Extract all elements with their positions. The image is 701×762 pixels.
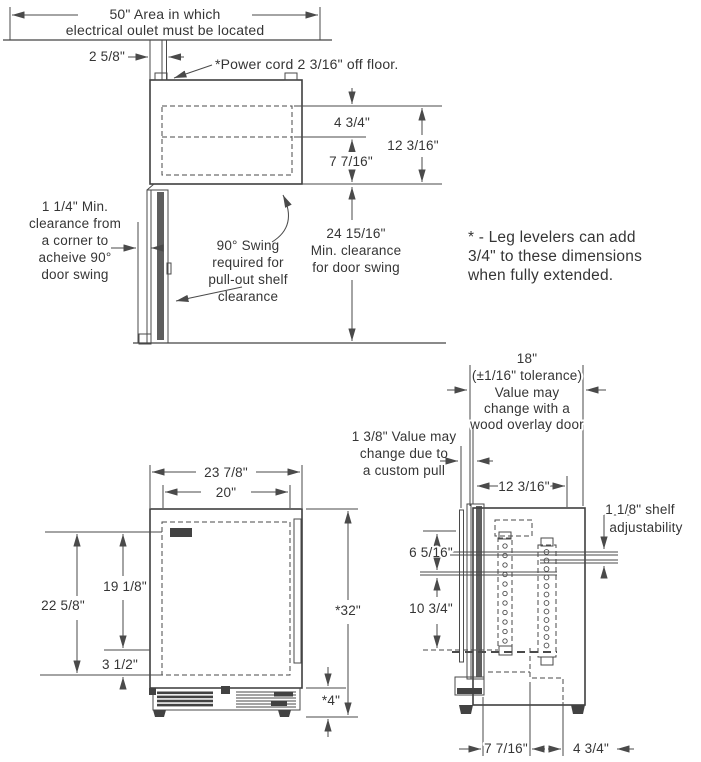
dim-side-door-depth: 12 3/16" xyxy=(498,479,550,494)
depth-note-line3: Value may xyxy=(494,385,560,400)
power-cord-note: *Power cord 2 3/16" off floor. xyxy=(215,56,399,72)
pull-note-line1: 1 3/8" Value may xyxy=(351,429,457,444)
cord-offset-label: 2 5/8" xyxy=(88,49,126,64)
dim-bottom-back: 4 3/4" xyxy=(572,741,610,756)
depth-note-line2: (±1/16" tolerance) xyxy=(471,368,583,383)
leg-levelers-note xyxy=(467,229,642,284)
dim-top-to-shelf: 6 5/16" xyxy=(409,545,453,560)
pull-note-line3: a custom pull xyxy=(362,463,446,478)
dim-height-bottom: 3 1/2" xyxy=(101,657,139,672)
brand-badge xyxy=(170,528,192,537)
dim-depth-total: 12 3/16" xyxy=(387,138,439,153)
side-view xyxy=(352,351,683,756)
door-clearance-line1: 24 15/16" xyxy=(326,226,386,241)
leg-note-line2: 3/4" to these dimensions xyxy=(468,248,643,265)
front-view xyxy=(40,465,361,737)
dim-bottom-front: 7 7/16" xyxy=(484,741,528,756)
front-kickplate xyxy=(149,686,300,717)
plan-cabinet-outline xyxy=(150,80,302,184)
front-right-foot xyxy=(278,710,291,717)
door-clearance-line2: Min. clearance xyxy=(310,243,402,258)
dim-depth-front: 4 3/4" xyxy=(333,115,371,130)
corner-note-line4: acheive 90° xyxy=(38,250,112,265)
depth-note-line5: wood overlay door xyxy=(470,417,584,432)
front-door-handle xyxy=(294,519,301,663)
swing-note-line2: required for xyxy=(212,255,284,270)
outlet-area-label-line2: electrical oulet must be located xyxy=(65,22,265,38)
plan-open-door xyxy=(139,184,171,344)
pull-note-line2: change due to xyxy=(359,446,449,461)
swing-note-line3: pull-out shelf xyxy=(208,272,288,287)
shelf-adj-line1: 1 1/8" shelf xyxy=(605,502,675,517)
plan-view xyxy=(3,6,446,344)
leg-note-line3: when fully extended. xyxy=(468,267,614,284)
swing-note-line1: 90° Swing xyxy=(216,238,280,253)
depth-note-line4: change with a xyxy=(484,401,570,416)
corner-note-line3: a corner to xyxy=(41,233,109,248)
dim-door-width: 20" xyxy=(215,485,237,500)
dim-depth-back: 7 7/16" xyxy=(329,154,373,169)
swing-note-line4: clearance xyxy=(217,289,279,304)
side-cabinet-outline xyxy=(473,508,585,705)
side-front-foot xyxy=(459,705,473,714)
corner-note-line2: clearance from xyxy=(28,216,122,231)
side-back-foot xyxy=(571,705,585,714)
dim-height-left: 22 5/8" xyxy=(41,598,85,613)
leg-note-line1: * - Leg levelers can add xyxy=(468,229,636,246)
dim-overall-width: 23 7/8" xyxy=(204,465,248,480)
outlet-area-label-line1: 50" Area in which xyxy=(109,6,221,22)
shelf-adj-line2: adjustability xyxy=(609,520,683,535)
dim-height-door: 19 1/8" xyxy=(103,579,147,594)
side-interior xyxy=(452,520,563,700)
dim-overall-height: *32" xyxy=(335,603,361,618)
dim-base-height: *4" xyxy=(321,693,341,708)
front-door-dashed xyxy=(162,522,290,675)
plan-interior-dashed xyxy=(162,106,292,175)
door-clearance-line3: for door swing xyxy=(312,260,400,275)
corner-note-line1: 1 1/4" Min. xyxy=(41,199,109,214)
corner-note-line5: door swing xyxy=(41,267,109,282)
side-handle xyxy=(460,510,464,662)
depth-note-line1: 18" xyxy=(516,351,538,366)
dim-shelf-span: 10 3/4" xyxy=(409,601,453,616)
front-left-foot xyxy=(153,710,166,717)
